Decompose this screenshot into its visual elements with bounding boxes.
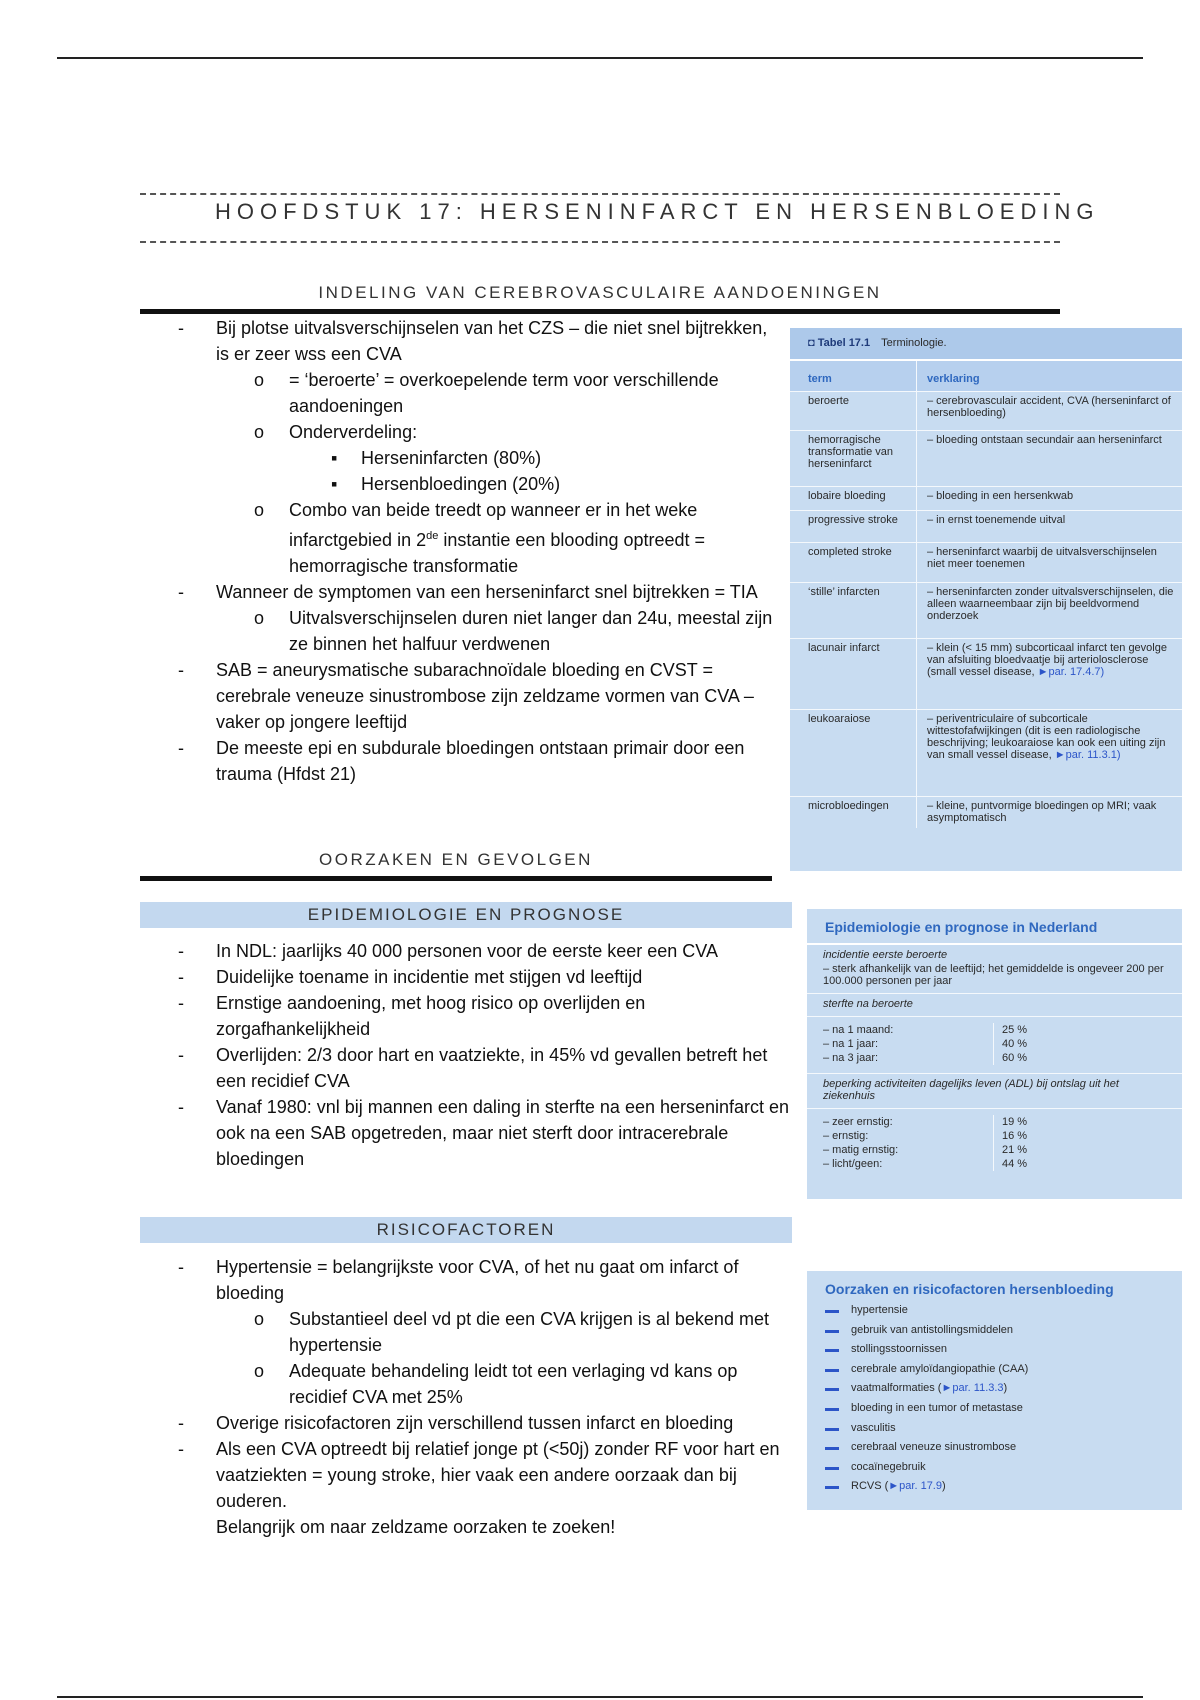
cause-text: stollingsstoornissen <box>851 1343 947 1356</box>
list-item-text: SAB = aneurysmatische subarachnoïdale bloeding en CVST = cerebrale veneuze sinustrombose zijn zeldzame vormen van CVA – vaker op jongere leeftijd <box>216 660 754 732</box>
term-cell: lacunair infarct <box>808 642 880 654</box>
list-item-text: Combo van beide treedt op wanneer er in het weke infarctgebied in 2 <box>289 500 698 550</box>
stat-row <box>807 1129 1182 1143</box>
term-cell: hemorragische transformatie van herseninfarct <box>808 434 893 470</box>
term-cell: beroerte <box>808 395 849 407</box>
stat-label: – na 1 maand: <box>823 1024 894 1036</box>
list-item-text: Onderverdeling: <box>289 422 418 442</box>
list-item <box>178 1410 798 1436</box>
cause-text: bloeding in een tumor of metastase <box>851 1401 1023 1414</box>
explanation-cell <box>916 583 1182 638</box>
list-item <box>178 445 778 471</box>
bullet-marker: ▪ <box>331 448 338 468</box>
list-item-text: Wanneer de symptomen van een herseninfarct snel bijtrekken = TIA <box>216 582 758 602</box>
column-header-term: term <box>808 373 832 385</box>
bullet-marker: o <box>254 422 265 442</box>
explanation-text: – klein (< 15 mm) subcorticaal infarct ten gevolge van afsluiting bloedvaatje bij arteriolosclerose (small vessel disease, <box>927 642 1167 678</box>
explanation-text: – bloeding ontstaan secundair aan herseninfarct <box>927 434 1162 446</box>
cause-text: cocaïnegebruik <box>851 1460 926 1473</box>
section-heading-oorzaken: OORZAKEN EN GEVOLGEN <box>319 850 593 869</box>
table-row <box>790 542 1182 582</box>
cause-item <box>825 1399 1182 1419</box>
chapter-title: HOOFDSTUK 17: HERSENINFARCT EN HERSENBLOEDING <box>215 199 1100 224</box>
list-item-text: Ernstige aandoening, met hoog risico op overlijden en zorgafhankelijkheid <box>216 993 646 1039</box>
bullet-marker: - <box>178 1439 184 1459</box>
bullet-marker: ▪ <box>331 474 338 494</box>
stat-label: – zeer ernstig: <box>823 1116 893 1128</box>
explanation-cell <box>916 639 1182 709</box>
cause-item <box>825 1419 1182 1439</box>
list-item-text: Als een CVA optreedt bij relatief jonge pt (<50j) zonder RF voor hart en vaatziekten = young stroke, hier vaak een andere oorzaak dan bij ouderen. <box>216 1439 780 1511</box>
column-header-explanation: verklaring <box>916 361 1182 391</box>
section-band-risicofactoren: RISICOFACTOREN <box>140 1217 792 1243</box>
table-icon: ◘ <box>808 337 815 349</box>
term-cell: microbloedingen <box>808 800 889 812</box>
list-item-text: Overlijden: 2/3 door hart en vaatziekte, in 45% vd gevallen betreft het een recidief CVA <box>216 1045 768 1091</box>
cause-item <box>825 1458 1182 1478</box>
stat-value: 25 % <box>993 1023 1027 1037</box>
list-item-text: Vanaf 1980: vnl bij mannen een daling in sterfte na een herseninfarct en ook na een SAB opgetreden, maar niet sterft door intracerebrale bloedingen <box>216 1097 790 1169</box>
list-item <box>178 964 798 990</box>
list-item-text: = ‘beroerte’ = overkoepelende term voor verschillende aandoeningen <box>289 370 719 416</box>
cause-item <box>825 1379 1182 1399</box>
list-item-text: Herseninfarcten (80%) <box>361 448 542 468</box>
list-item <box>178 990 798 1042</box>
stat-value: 60 % <box>993 1051 1027 1065</box>
cause-item <box>825 1360 1182 1380</box>
header-rule <box>57 57 1143 59</box>
list-item-text: Substantieel deel vd pt die een CVA krijgen is al bekend met hypertensie <box>289 1309 769 1355</box>
explanation-cell <box>916 487 1182 510</box>
explanation-text: – herseninfarcten zonder uitvalsverschijnselen, die alleen waarneembaar zijn bij beeldvormend onderzoek <box>927 586 1174 622</box>
explanation-text: – cerebrovasculair accident, CVA (herseninfarct of hersenbloeding) <box>927 395 1171 419</box>
explanation-text: – bloeding in een hersenkwab <box>927 490 1074 502</box>
bullet-marker: o <box>254 1309 265 1329</box>
list-item <box>178 1254 798 1306</box>
epidemiology-box <box>807 909 1182 1199</box>
cause-text: gebruik van antistollingsmiddelen <box>851 1323 1014 1336</box>
paragraph-reference: ►par. 11.3.3 <box>941 1382 1004 1395</box>
list-item <box>178 657 778 735</box>
bullet-marker: - <box>178 941 184 961</box>
stat-value: 40 % <box>993 1037 1027 1051</box>
list-item-text-continued: instantie een blooding optreedt = hemorragische transformatie <box>289 530 706 576</box>
explanation-cell <box>916 392 1182 430</box>
footer-rule <box>57 1696 1143 1698</box>
causes-list <box>807 1301 1182 1497</box>
stat-row <box>807 1115 1182 1129</box>
stat-label: – ernstig: <box>823 1130 869 1142</box>
cause-text: vaatmalformaties ( <box>851 1382 942 1395</box>
cause-item <box>825 1340 1182 1360</box>
term-cell: completed stroke <box>808 546 892 558</box>
causes-box-title: Oorzaken en risicofactoren hersenbloeding <box>825 1281 1114 1297</box>
paragraph-reference: ►par. 17.9 <box>888 1480 942 1493</box>
indeling-list <box>178 315 778 787</box>
causes-box <box>807 1271 1182 1510</box>
bullet-marker: - <box>178 318 184 338</box>
bullet-marker: - <box>178 660 184 680</box>
list-item-text: Bij plotse uitvalsverschijnselen van het CZS – die niet snel bijtrekken, is er zeer wss een CVA <box>216 318 768 364</box>
list-item-text: In NDL: jaarlijks 40 000 personen voor de eerste keer een CVA <box>216 941 718 961</box>
explanation-cell <box>916 797 1182 828</box>
bullet-marker: - <box>178 582 184 602</box>
stat-value: 21 % <box>993 1143 1027 1157</box>
bullet-marker: o <box>254 1361 265 1381</box>
incidence-text: – sterk afhankelijk van de leeftijd; het gemiddelde is ongeveer 200 per 100.000 personen per jaar <box>823 963 1164 987</box>
term-cell: progressive stroke <box>808 514 898 526</box>
list-item <box>178 315 778 367</box>
bullet-marker: - <box>178 1097 184 1117</box>
cause-item <box>825 1301 1182 1321</box>
stat-label: – licht/geen: <box>823 1158 883 1170</box>
table-row <box>790 486 1182 510</box>
section-heading-indeling: INDELING VAN CEREBROVASCULAIRE AANDOENINGEN <box>318 283 882 302</box>
adl-label: beperking activiteiten dagelijks leven (ADL) bij ontslag uit het ziekenhuis <box>823 1078 1119 1102</box>
list-item <box>178 938 798 964</box>
table-body <box>790 391 1182 828</box>
stat-row <box>807 1051 1182 1065</box>
bullet-marker: - <box>178 967 184 987</box>
table-row <box>790 430 1182 486</box>
bullet-marker: - <box>178 1257 184 1277</box>
bullet-marker: - <box>178 1045 184 1065</box>
table-row <box>790 510 1182 542</box>
terminology-table <box>790 328 1182 871</box>
term-cell: leukoaraiose <box>808 713 871 725</box>
explanation-text: – kleine, puntvormige bloedingen op MRI; vaak asymptomatisch <box>927 800 1157 824</box>
list-item <box>178 497 778 579</box>
explanation-text: – in ernst toenemende uitval <box>927 514 1066 526</box>
stat-row <box>807 1143 1182 1157</box>
adl-rows <box>807 1109 1182 1175</box>
stat-value: 44 % <box>993 1157 1027 1171</box>
table-row <box>790 638 1182 709</box>
table-header <box>790 359 1182 391</box>
cause-text-after: ) <box>1003 1382 1008 1395</box>
term-cell: ‘stille’ infarcten <box>808 586 880 598</box>
bullet-marker: o <box>254 608 265 628</box>
section-rule-oorzaken <box>140 876 772 881</box>
explanation-cell <box>916 543 1182 582</box>
superscript: de <box>426 530 439 542</box>
list-item-text: Hersenbloedingen (20%) <box>361 474 561 494</box>
epidemiologie-list <box>178 938 798 1172</box>
list-item <box>178 367 778 419</box>
stat-label: – matig ernstig: <box>823 1144 899 1156</box>
section-rule-indeling <box>140 309 1060 314</box>
stat-value: 16 % <box>993 1129 1027 1143</box>
stat-row <box>807 1023 1182 1037</box>
bullet-marker: o <box>254 370 265 390</box>
table-label: Tabel 17.1 <box>817 337 871 349</box>
table-row <box>790 582 1182 638</box>
explanation-cell <box>916 710 1182 796</box>
cause-item <box>825 1321 1182 1341</box>
list-item <box>178 471 778 497</box>
section-band-epidemiologie: EPIDEMIOLOGIE EN PROGNOSE <box>140 902 792 928</box>
paragraph-reference: ►par. 11.3.1) <box>1054 749 1121 761</box>
explanation-cell <box>916 431 1182 486</box>
list-item-text: De meeste epi en subdurale bloedingen ontstaan primair door een trauma (Hfdst 21) <box>216 738 745 784</box>
table-row <box>790 709 1182 796</box>
risicofactoren-list <box>178 1254 798 1540</box>
list-item <box>178 1514 798 1540</box>
cause-item <box>825 1438 1182 1458</box>
cause-text-after: ) <box>941 1480 946 1493</box>
explanation-cell <box>916 511 1182 542</box>
list-item-text: Duidelijke toename in incidentie met stijgen vd leeftijd <box>216 967 643 987</box>
list-item-text: Belangrijk om naar zeldzame oorzaken te zoeken! <box>216 1517 616 1537</box>
bullet-marker: - <box>178 1413 184 1433</box>
list-item-text: Overige risicofactoren zijn verschillend tussen infarct en bloeding <box>216 1413 734 1433</box>
incidence-label: incidentie eerste beroerte <box>823 949 948 961</box>
list-item-text: Hypertensie = belangrijkste voor CVA, of het nu gaat om infarct of bloeding <box>216 1257 739 1303</box>
bullet-marker: - <box>178 993 184 1013</box>
table-row <box>790 796 1182 828</box>
table-caption <box>790 328 1182 359</box>
list-item-text: Uitvalsverschijnselen duren niet langer dan 24u, meestal zijn ze binnen het halfuur verdwenen <box>289 608 773 654</box>
list-item <box>178 419 778 445</box>
explanation-text: – herseninfarct waarbij de uitvalsverschijnselen niet meer toenemen <box>927 546 1157 570</box>
chapter-banner <box>140 193 1100 243</box>
list-item <box>178 579 778 605</box>
epidemiology-box-title: Epidemiologie en prognose in Nederland <box>807 909 1182 945</box>
stat-label: – na 1 jaar: <box>823 1038 879 1050</box>
bullet-marker: - <box>178 738 184 758</box>
list-item <box>178 1042 798 1094</box>
term-cell: lobaire bloeding <box>808 490 886 502</box>
bullet-marker: o <box>254 500 265 520</box>
stat-row <box>807 1037 1182 1051</box>
cause-text: cerebrale amyloïdangiopathie (CAA) <box>851 1362 1029 1375</box>
cause-item <box>825 1477 1182 1497</box>
cause-text: RCVS ( <box>851 1480 889 1493</box>
table-row <box>790 391 1182 430</box>
cause-text: hypertensie <box>851 1304 908 1316</box>
list-item <box>178 1436 798 1514</box>
cause-text: vasculitis <box>851 1421 896 1434</box>
list-item-text: Adequate behandeling leidt tot een verlaging vd kans op recidief CVA met 25% <box>289 1361 738 1407</box>
list-item <box>178 605 778 657</box>
paragraph-reference: ►par. 17.4.7) <box>1037 666 1105 678</box>
list-item <box>178 735 778 787</box>
mortality-label: sterfte na beroerte <box>823 998 913 1010</box>
list-item <box>178 1094 798 1172</box>
list-item <box>178 1306 798 1358</box>
stat-value: 19 % <box>993 1115 1027 1129</box>
explanation-text: – periventriculaire of subcorticale wittestofafwijkingen (dit is een radiologische beschrijving; leukoaraiose kan ook een uiting zijn van small vessel disease, <box>927 713 1166 761</box>
list-item <box>178 1358 798 1410</box>
table-caption-text: Terminologie. <box>881 337 947 349</box>
cause-text: cerebraal veneuze sinustrombose <box>851 1441 1017 1454</box>
stat-label: – na 3 jaar: <box>823 1052 879 1064</box>
mortality-rows <box>807 1017 1182 1069</box>
stat-row <box>807 1157 1182 1171</box>
